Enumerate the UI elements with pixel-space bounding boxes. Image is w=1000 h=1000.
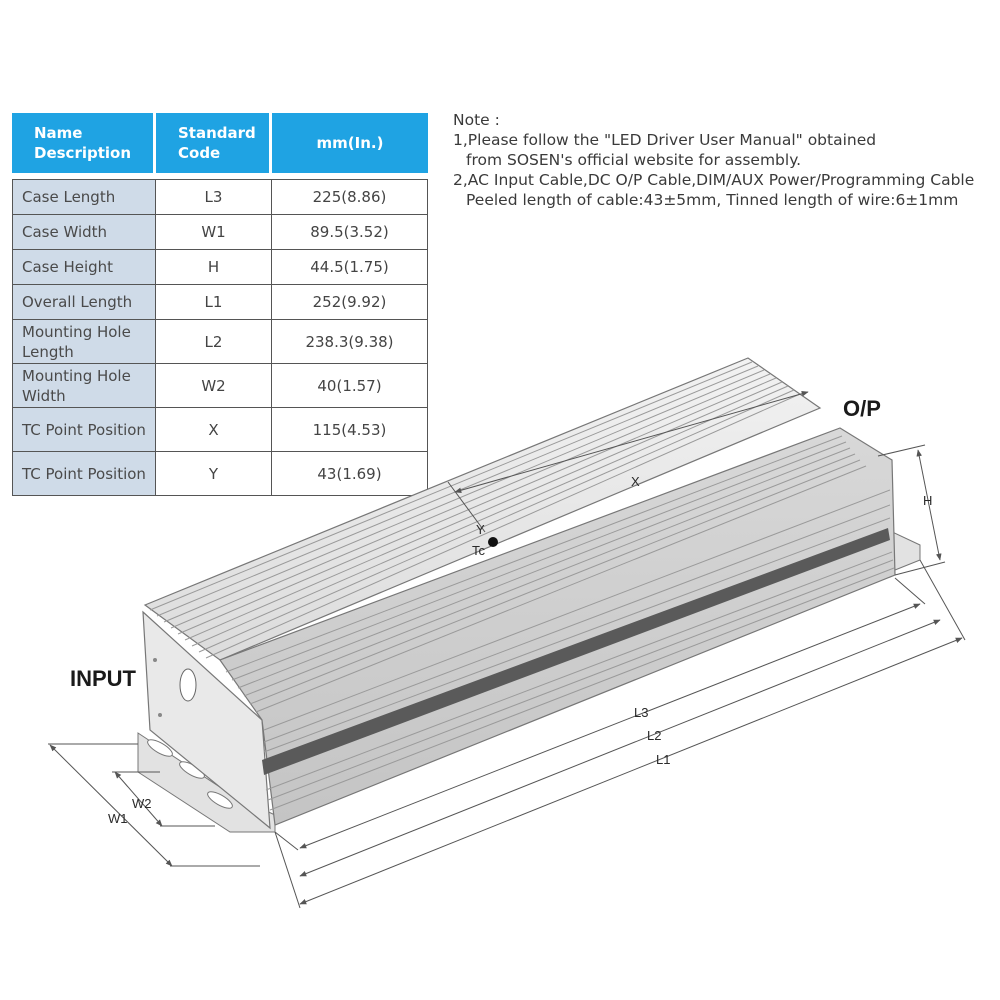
row-value: 44.5(1.75) xyxy=(272,250,428,285)
row-code: L2 xyxy=(156,320,272,364)
row-code: H xyxy=(156,250,272,285)
row-code: W1 xyxy=(156,215,272,250)
note-line-1b: from SOSEN's official website for assembly. xyxy=(466,151,802,169)
header-name-line1: Name xyxy=(34,124,83,142)
output-label: O/P xyxy=(843,396,881,421)
row-name: TC Point Position xyxy=(12,452,156,496)
row-code: Y xyxy=(156,452,272,496)
tc-point xyxy=(488,537,498,547)
dim-label-l1: L1 xyxy=(656,752,671,767)
note-line-2: 2,AC Input Cable,DC O/P Cable,DIM/AUX Power/Programming Cable xyxy=(453,171,975,189)
row-code: X xyxy=(156,408,272,452)
row-name: Case Length xyxy=(12,179,156,215)
note-line-2b: Peeled length of cable:43±5mm, Tinned length of wire:6±1mm xyxy=(466,191,959,209)
dim-label-x: X xyxy=(631,474,640,489)
row-value: 89.5(3.52) xyxy=(272,215,428,250)
dim-label-w2: W2 xyxy=(132,796,152,811)
row-value: 43(1.69) xyxy=(272,452,428,496)
header-code-line2: Code xyxy=(178,144,221,162)
row-value: 252(9.92) xyxy=(272,285,428,320)
row-name: TC Point Position xyxy=(12,408,156,452)
dim-label-y: Y xyxy=(476,522,485,537)
row-name: Case Width xyxy=(12,215,156,250)
header-name-line2: Description xyxy=(34,144,132,162)
header-unit: mm(In.) xyxy=(316,134,384,152)
row-value: 225(8.86) xyxy=(272,179,428,215)
tc-label: Tc xyxy=(472,543,485,558)
cable-hole xyxy=(180,669,196,701)
row-value: 115(4.53) xyxy=(272,408,428,452)
row-name: Case Height xyxy=(12,250,156,285)
input-label: INPUT xyxy=(70,666,136,691)
row-value: 238.3(9.38) xyxy=(272,320,428,364)
row-value: 40(1.57) xyxy=(272,364,428,408)
row-name: Overall Length xyxy=(12,285,156,320)
note-line-1: 1,Please follow the "LED Driver User Manual" obtained xyxy=(453,131,877,149)
row-code: W2 xyxy=(156,364,272,408)
dim-label-l2: L2 xyxy=(647,728,662,743)
header-code-line1: Standard xyxy=(178,124,256,142)
row-name: Mounting Hole Length xyxy=(12,320,156,364)
dim-label-h: H xyxy=(923,493,933,508)
dim-label-w1: W1 xyxy=(108,811,128,826)
dim-label-l3: L3 xyxy=(634,705,649,720)
row-code: L1 xyxy=(156,285,272,320)
row-code: L3 xyxy=(156,179,272,215)
row-name: Mounting Hole Width xyxy=(12,364,156,408)
note-title: Note : xyxy=(453,111,500,129)
